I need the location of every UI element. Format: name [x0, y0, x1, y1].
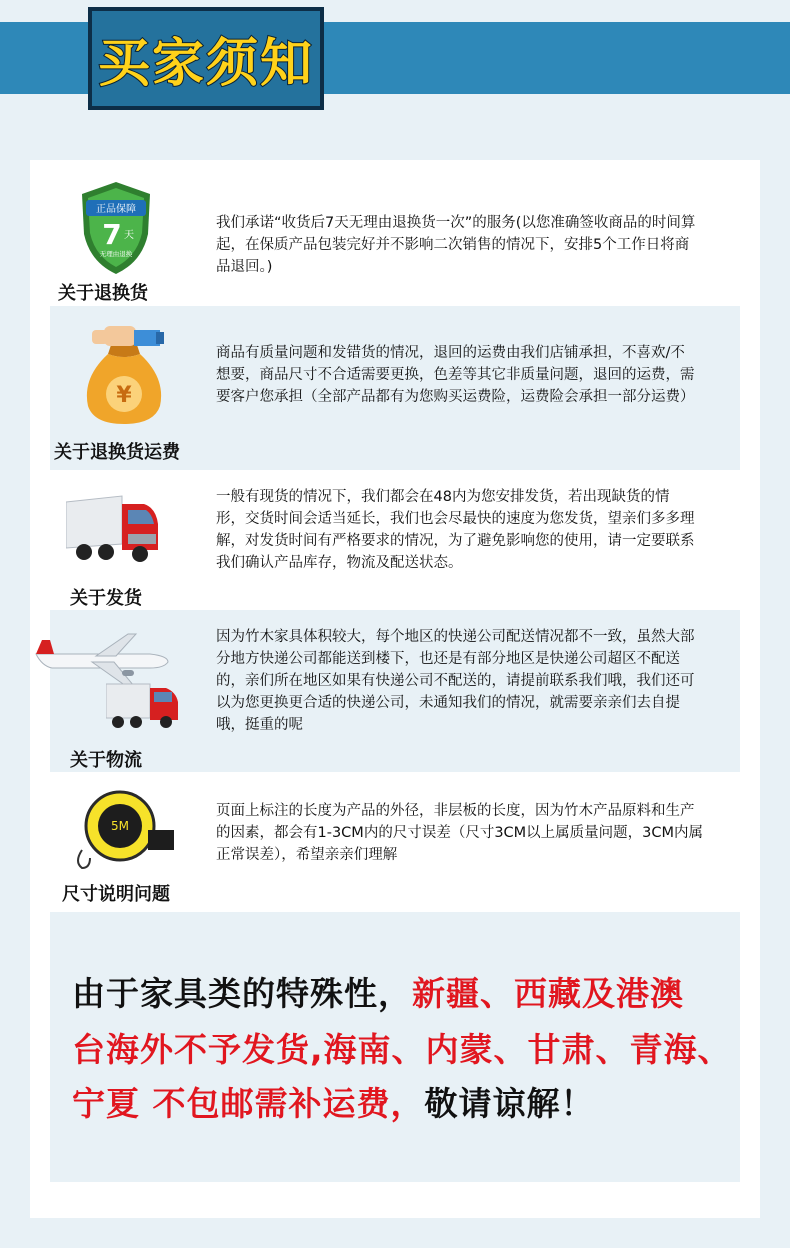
section-label: 尺寸说明问题 — [62, 884, 170, 905]
notice-highlight: 宁夏 不包邮需补运费， — [72, 1084, 425, 1123]
badge-top-text: 正品保障 — [96, 204, 136, 215]
section-size-note — [50, 772, 740, 912]
notice-text: 敬请谅解！ — [424, 1084, 595, 1123]
notice-highlight: 台海外不予发货,海南、内蒙、甘肃、青海、 — [72, 1030, 732, 1069]
currency-symbol: ¥ — [116, 383, 132, 408]
notice-text: 由于家具类的特殊性， — [72, 974, 412, 1013]
tape-label: 5M — [111, 819, 129, 833]
section-return-exchange — [50, 168, 740, 306]
badge-unit: 天 — [124, 230, 134, 241]
badge-number: 7 — [102, 218, 122, 251]
section-logistics — [50, 610, 740, 772]
section-text: 一般有现货的情况下，我们都会在48内为您安排发货，若出现缺货的情形，交货时间会适当延长，我们也会尽最快的速度为您发货，望亲们多多理解，对发货时间有严格要求的情况，为了避免影响您的使用，请一定要联系我们确认产品库存，物流及配送状态。 — [216, 489, 695, 571]
tape-measure-icon — [70, 790, 180, 870]
section-text: 页面上标注的长度为产品的外径，非层板的长度，因为竹木产品原料和生产的因素，都会有1-3CM内的尺寸误差（尺寸3CM以上属质量问题，3CM内属正常误差），希望亲亲们理解 — [216, 803, 704, 863]
truck-icon — [66, 494, 162, 566]
shield-badge-icon — [76, 178, 156, 278]
section-text: 我们承诺“收货后7天无理由退换货一次”的服务(以您准确签收商品的时间算起，在保质产品包装完好并不影响二次销售的情况下，安排5个工作日将商品退回。) — [216, 215, 696, 275]
page-title: 买家须知 — [97, 34, 314, 94]
money-bag-icon — [78, 314, 170, 426]
notice-highlight: 新疆、西藏及港澳 — [412, 974, 684, 1013]
section-label: 关于退换货 — [58, 283, 148, 304]
title-box — [88, 7, 324, 110]
header — [0, 0, 790, 130]
section-return-shipping-fee — [50, 306, 740, 470]
notice-line-3 — [72, 1078, 595, 1125]
section-text: 商品有质量问题和发错货的情况，退回的运费由我们店铺承担，不喜欢/不想要，商品尺寸不合适需要更换，色差等其它非质量问题，退回的运费，需要客户您承担（全部产品都有为您购买运费险，运费险会承担一部分运费） — [216, 345, 695, 405]
section-label: 关于物流 — [70, 750, 142, 771]
section-label: 关于发货 — [70, 588, 142, 609]
section-label: 关于退换货运费 — [54, 442, 180, 463]
truck-icon — [106, 680, 180, 730]
section-text: 因为竹木家具体积较大，每个地区的快递公司配送情况都不一致，虽然大部分地方快递公司都能送到楼下，也还是有部分地区是快递公司超区不配送的，亲们所在地区如果有快递公司不配送的，请提前联系我们哦，我们还可以为您更换更合适的快递公司，未通知我们的情况，就需要亲亲们去自提哦，挺重的呢 — [216, 629, 695, 733]
shipping-notice — [50, 912, 740, 1182]
badge-bottom-text: 无理由退换 — [99, 250, 133, 258]
notice-line-1 — [72, 968, 684, 1015]
content-panel — [30, 160, 760, 1218]
notice-line-2 — [72, 1024, 732, 1071]
airplane-icon — [32, 628, 172, 688]
section-shipping — [50, 470, 740, 610]
